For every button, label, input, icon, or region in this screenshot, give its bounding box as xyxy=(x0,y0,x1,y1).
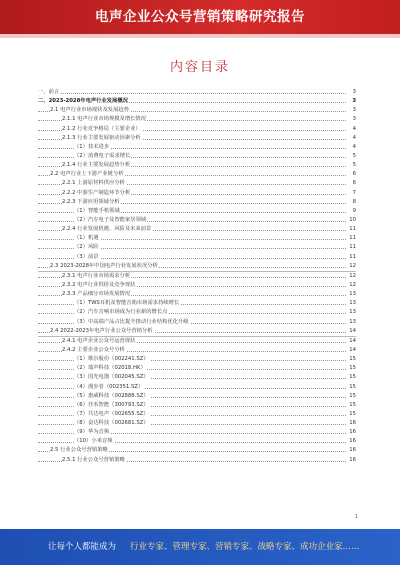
header-banner xyxy=(0,0,400,38)
toc-entry-page: 14 xyxy=(348,337,356,346)
toc-entry[interactable] xyxy=(38,262,356,272)
toc-entry[interactable] xyxy=(38,410,356,419)
toc-entry[interactable] xyxy=(38,106,356,115)
toc-entry-label: （1）技术进步 xyxy=(74,143,110,152)
toc-entry-label: 2.5 行业公众号营销策略 xyxy=(50,446,109,455)
toc-entry[interactable] xyxy=(38,456,356,465)
toc-entry-label: （1）歌尔股份（002241.SZ） xyxy=(74,355,150,364)
toc-entry-page: 8 xyxy=(352,198,356,207)
toc-entry-page: 5 xyxy=(352,161,356,170)
toc-leader-dots xyxy=(38,93,346,94)
toc-entry-page: 13 xyxy=(348,318,356,327)
header-stripe xyxy=(0,34,400,38)
toc-entry[interactable] xyxy=(38,152,356,161)
toc-entry-label: 2.1.4 行业主要发展趋势分析 xyxy=(62,161,131,170)
toc-entry[interactable] xyxy=(38,97,356,106)
toc-entry-page: 12 xyxy=(348,262,356,271)
toc-entry-page: 3 xyxy=(352,88,356,97)
toc-entry[interactable] xyxy=(38,437,356,446)
toc-entry[interactable] xyxy=(38,327,356,337)
toc-entry[interactable] xyxy=(38,125,356,134)
toc-entry-page: 16 xyxy=(348,437,356,446)
toc-entry-page: 11 xyxy=(348,253,356,262)
toc-entry-page: 4 xyxy=(352,143,356,152)
toc-entry[interactable] xyxy=(38,253,356,262)
toc-entry[interactable] xyxy=(38,281,356,290)
table-of-contents xyxy=(38,88,356,465)
toc-entry-page: 12 xyxy=(348,272,356,281)
toc-entry[interactable] xyxy=(38,383,356,392)
toc-entry[interactable] xyxy=(38,272,356,281)
toc-entry-page: 13 xyxy=(348,299,356,308)
toc-entry-page: 11 xyxy=(348,243,356,252)
toc-entry-label: 2.2.3 下游应用领域分析 xyxy=(62,198,121,207)
toc-entry-page: 7 xyxy=(352,189,356,198)
toc-entry-label: 2.2.1 上游原材料供应分析 xyxy=(62,179,126,188)
toc-entry[interactable] xyxy=(38,373,356,382)
toc-entry-label: 2.4 2022-2023年电声行业公众号营销分析 xyxy=(50,327,154,336)
toc-entry-label: （1）机遇 xyxy=(74,234,100,243)
toc-entry-page: 3 xyxy=(352,115,356,124)
toc-entry[interactable] xyxy=(38,401,356,410)
toc-entry-label: （6）佳禾智能（300793.SZ） xyxy=(74,401,150,410)
toc-entry[interactable] xyxy=(38,243,356,252)
toc-entry-label: 2.1.2 行业竞争格局（主要企业） xyxy=(62,125,142,134)
toc-entry[interactable] xyxy=(38,234,356,243)
toc-entry[interactable] xyxy=(38,170,356,179)
toc-entry[interactable] xyxy=(38,216,356,225)
toc-entry[interactable] xyxy=(38,364,356,373)
toc-entry[interactable] xyxy=(38,207,356,216)
toc-entry-page: 16 xyxy=(348,456,356,465)
toc-entry-page: 6 xyxy=(352,179,356,188)
footer-banner xyxy=(0,529,400,565)
toc-entry-label: 一、前言 xyxy=(38,88,60,97)
toc-entry[interactable] xyxy=(38,115,356,124)
toc-entry-page: 15 xyxy=(348,410,356,419)
toc-entry-label: （3）中高端产品占比提升推动行业结构优化升级 xyxy=(74,318,190,327)
toc-entry[interactable] xyxy=(38,446,356,455)
toc-entry-label: 2.1 电声行业市场现状及发展趋势 xyxy=(50,106,130,115)
document-title: 电声企业公众号营销策略研究报告 xyxy=(95,9,305,25)
toc-entry[interactable] xyxy=(38,318,356,327)
toc-entry-page: 6 xyxy=(352,170,356,179)
toc-entry-label: 2.1.3 行业主要发展驱动因素分析 xyxy=(62,134,142,143)
toc-entry[interactable] xyxy=(38,143,356,152)
toc-entry-label: （2）瑞声科技（02018.HK） xyxy=(74,364,147,373)
toc-entry-page: 11 xyxy=(348,234,356,243)
toc-entry-label: 2.2 电声行业上下游产业链分析 xyxy=(50,170,125,179)
toc-entry[interactable] xyxy=(38,161,356,170)
toc-entry[interactable] xyxy=(38,179,356,188)
toc-entry[interactable] xyxy=(38,428,356,437)
toc-entry-page: 15 xyxy=(348,364,356,373)
toc-entry-label: （4）漫步者（002351.SZ） xyxy=(74,383,144,392)
toc-entry-page: 9 xyxy=(352,207,356,216)
toc-entry-label: （5）惠威科技（002888.SZ） xyxy=(74,392,150,401)
toc-entry-page: 15 xyxy=(348,392,356,401)
toc-entry-page: 15 xyxy=(348,355,356,364)
toc-entry[interactable] xyxy=(38,198,356,207)
toc-entry-label: （8）奋达科技（002681.SZ） xyxy=(74,419,150,428)
page-number: 1 xyxy=(354,514,358,520)
toc-entry[interactable] xyxy=(38,355,356,364)
toc-entry[interactable] xyxy=(38,419,356,428)
toc-entry[interactable] xyxy=(38,189,356,198)
toc-entry-page: 10 xyxy=(348,216,356,225)
toc-entry-page: 3 xyxy=(351,97,356,106)
toc-entry-label: 2.4.1 电声企业公众号运营现状 xyxy=(62,337,136,346)
toc-entry-label: （3）国光电器（002045.SZ） xyxy=(74,373,150,382)
toc-entry-page: 15 xyxy=(348,373,356,382)
toc-entry-label: 2.4.2 主要企业公众号分析 xyxy=(62,346,126,355)
toc-entry-label: （2）汽车音响市场成为行业新的增长点 xyxy=(74,308,168,317)
toc-entry-label: 2.2.4 行业发展机遇、风险及未来前景 xyxy=(62,225,152,234)
toc-entry-page: 13 xyxy=(348,308,356,317)
toc-entry-label: （2）风险 xyxy=(74,243,100,252)
toc-entry-label: （1）智能手机领域 xyxy=(74,207,121,216)
toc-entry-label: 2.3.1 电声行业市场需求分析 xyxy=(62,272,131,281)
toc-entry-label: （7）共达电声（002655.SZ） xyxy=(74,410,150,419)
toc-entry-page: 13 xyxy=(348,290,356,299)
toc-entry[interactable] xyxy=(38,308,356,317)
toc-entry-page: 16 xyxy=(348,419,356,428)
toc-entry[interactable] xyxy=(38,290,356,299)
toc-entry-label: （2）消费电子需求增长 xyxy=(74,152,131,161)
toc-entry-label: （1）TWS耳机及智能音箱市场需求持续增长 xyxy=(74,299,180,308)
toc-entry[interactable] xyxy=(38,337,356,346)
toc-entry-label: （9）华为音频 xyxy=(74,428,110,437)
toc-entry[interactable] xyxy=(38,392,356,401)
toc-entry[interactable] xyxy=(38,299,356,308)
toc-entry-page: 5 xyxy=(352,152,356,161)
toc-entry-page: 15 xyxy=(348,401,356,410)
toc-entry-page: 3 xyxy=(352,106,356,115)
toc-entry-page: 12 xyxy=(348,281,356,290)
footer-slogan-left: 让每个人都能成为 xyxy=(48,542,117,552)
toc-entry[interactable] xyxy=(38,346,356,355)
toc-entry-label: 2.3.3 产品细分市场发展情况 xyxy=(62,290,131,299)
footer-slogan-right: 行业专家、管理专家、营销专家、战略专家、成功企业家…… xyxy=(130,542,360,552)
toc-entry-label: 2.2.2 中游生产制造环节分析 xyxy=(62,189,131,198)
toc-entry[interactable] xyxy=(38,88,356,97)
toc-entry-page: 14 xyxy=(348,346,356,355)
toc-entry[interactable] xyxy=(38,134,356,143)
toc-entry-page: 16 xyxy=(348,446,356,455)
toc-entry-label: （2）汽车电子及智能家居领域 xyxy=(74,216,147,225)
toc-entry-page: 4 xyxy=(352,134,356,143)
toc-entry[interactable] xyxy=(38,225,356,234)
toc-entry-label: 二、2023-2028年电声行业发展概况 xyxy=(38,97,129,106)
toc-heading: 内容目录 xyxy=(169,60,230,75)
toc-entry-label: 2.1.1 电声行业市场规模及增长情况 xyxy=(62,115,147,124)
toc-entry-page: 15 xyxy=(348,383,356,392)
toc-entry-page: 11 xyxy=(348,225,356,234)
toc-entry-label: 2.3.2 电声行业供给及竞争现状 xyxy=(62,281,136,290)
toc-entry-label: （10）小米音频 xyxy=(74,437,114,446)
toc-entry-label: 2.5.1 行业公众号营销策略 xyxy=(62,456,126,465)
toc-entry-page: 4 xyxy=(352,125,356,134)
toc-entry-label: （3）前景 xyxy=(74,253,100,262)
toc-entry-page: 14 xyxy=(348,327,356,336)
toc-entry-page: 16 xyxy=(348,428,356,437)
toc-entry-label: 2.3 2023-2028年中国电声行业发展状况分析 xyxy=(50,262,159,271)
